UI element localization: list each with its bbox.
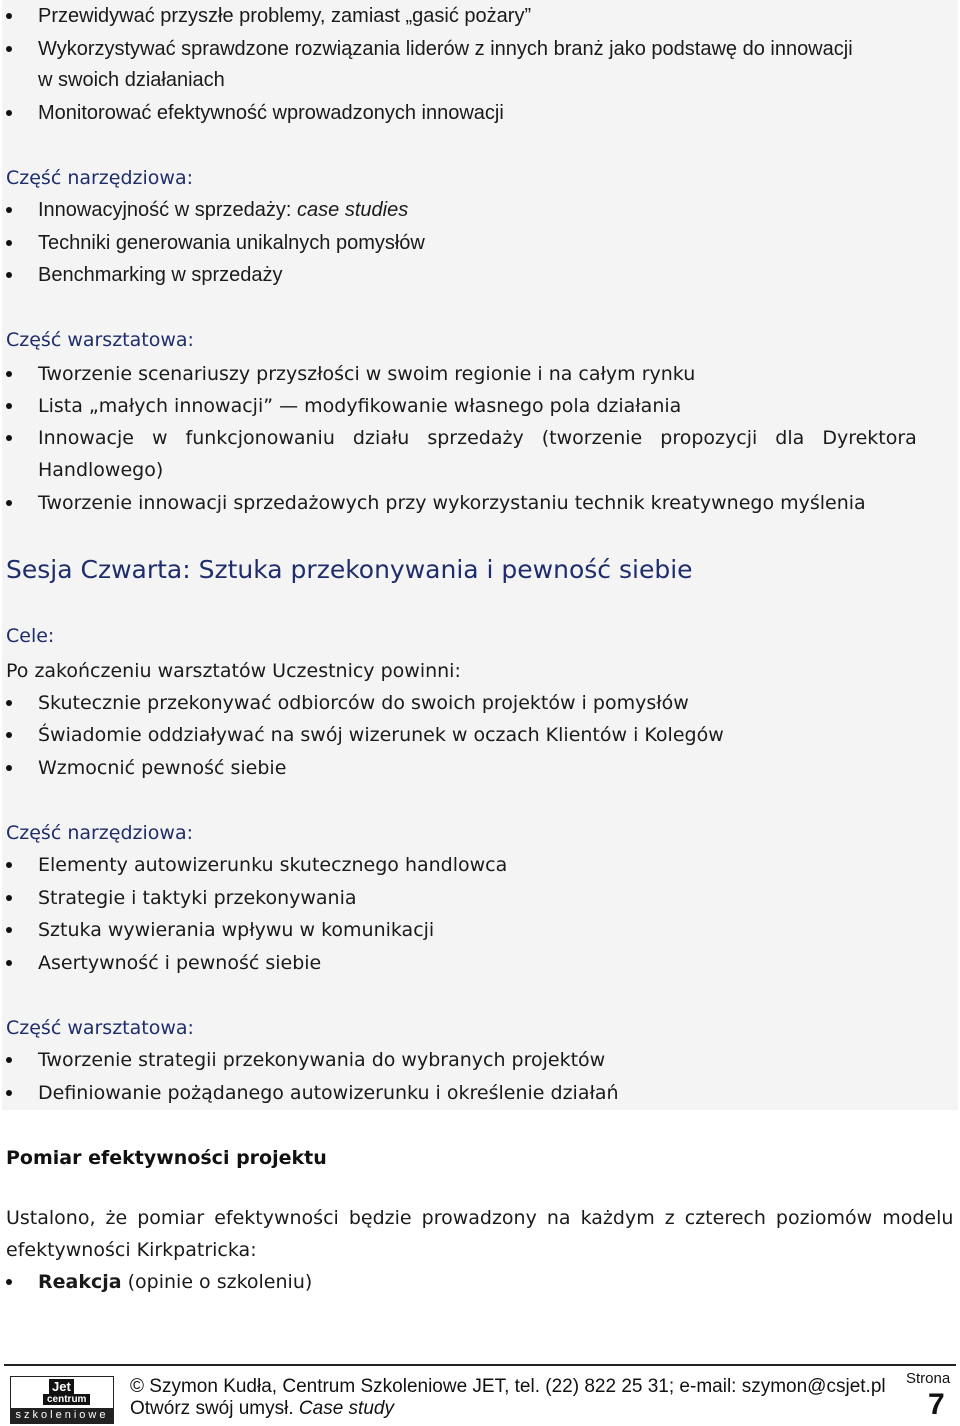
list-item-text: Strategie i taktyki przekonywania — [38, 887, 357, 909]
list-item-text: Elementy autowizerunku skutecznego handlowca — [38, 854, 508, 876]
list-item — [6, 362, 695, 386]
list-item-continuation — [6, 458, 163, 482]
list-item — [6, 37, 853, 61]
bullet-icon — [6, 700, 12, 706]
list-item — [6, 951, 321, 975]
list-item-text: Asertywność i pewność siebie — [38, 952, 322, 974]
bullet-icon — [6, 927, 12, 933]
bullet-icon — [6, 13, 12, 19]
list-item — [6, 886, 357, 910]
footer-divider — [4, 1364, 956, 1366]
bullet-icon — [6, 240, 12, 246]
page-label: Strona — [906, 1370, 951, 1387]
footer-copyright: © Szymon Kudła, Centrum Szkoleniowe JET, tel. (22) 822 25 31; e-mail: szymon@csjet.pl — [130, 1376, 886, 1397]
bold-text: Reakcja — [38, 1271, 122, 1293]
list-item-text: Wzmocnić pewność siebie — [38, 757, 287, 779]
list-item-text: Monitorować efektywność wprowadzonych innowacji — [38, 102, 504, 124]
list-item-continuation — [6, 68, 225, 92]
bullet-icon — [6, 895, 12, 901]
list-item-text: Techniki generowania unikalnych pomysłów — [38, 232, 425, 254]
section-heading: Część warsztatowa: — [6, 329, 194, 351]
list-item — [6, 394, 681, 418]
section-heading: Cele: — [6, 625, 55, 647]
list-item — [6, 723, 724, 747]
list-item-text: (opinie o szkoleniu) — [121, 1271, 313, 1293]
list-item-text: Przewidywać przyszłe problemy, zamiast „gasić pożary” — [38, 5, 532, 27]
paragraph-text: Ustalono, że pomiar efektywności będzie prowadzony na każdym z czterech poziomów modelu — [6, 1207, 954, 1229]
bullet-icon — [6, 371, 12, 377]
logo-szkoleniowe-text: szkoleniowe — [11, 1408, 113, 1423]
bullet-icon — [6, 207, 12, 213]
list-item-text: Tworzenie strategii przekonywania do wybranych projektów — [38, 1049, 606, 1071]
bullet-icon — [6, 1090, 12, 1096]
list-item — [6, 263, 283, 287]
list-item — [6, 198, 408, 222]
bullet-icon — [6, 272, 12, 278]
list-item — [6, 691, 689, 715]
section-heading: Pomiar efektywności projektu — [6, 1147, 327, 1169]
list-item — [6, 4, 531, 28]
list-item-text: Sztuka wywierania wpływu w komunikacji — [38, 919, 435, 941]
bullet-icon — [6, 960, 12, 966]
bullet-icon — [6, 862, 12, 868]
intro-text: Po zakończeniu warsztatów Uczestnicy powinni: — [6, 660, 461, 682]
list-item-text: Świadomie oddziaływać na swój wizerunek w oczach Klientów i Kolegów — [38, 724, 724, 746]
list-item — [6, 1081, 619, 1105]
bullet-icon — [6, 46, 12, 52]
list-item-text: Tworzenie scenariuszy przyszłości w swoim regionie i na całym rynku — [38, 363, 696, 385]
page-number: 7 — [928, 1388, 945, 1421]
session-title: Sesja Czwarta: Sztuka przekonywania i pewność siebie — [6, 555, 693, 584]
list-item — [6, 101, 504, 125]
bullet-icon — [6, 403, 12, 409]
list-item-text: Handlowego) — [38, 459, 164, 481]
bullet-icon — [6, 1279, 12, 1285]
list-item — [6, 426, 956, 450]
bullet-icon — [6, 435, 12, 441]
section-heading: Część narzędziowa: — [6, 822, 193, 844]
list-item-text: Tworzenie innowacji sprzedażowych przy wykorzystaniu technik kreatywnego myślenia — [38, 492, 866, 514]
justified-line — [38, 426, 956, 450]
logo-jet-text: Jet — [49, 1379, 74, 1394]
footer-tagline — [130, 1398, 394, 1420]
list-item-text: Innowacje w funkcjonowaniu działu sprzedaży (tworzenie propozycji dla Dyrektora — [38, 427, 917, 449]
logo-centrum-text: centrum — [43, 1394, 90, 1405]
tagline-text: Otwórz swój umysł. — [130, 1398, 299, 1419]
tagline-italic: Case study — [298, 1398, 394, 1419]
bullet-icon — [6, 732, 12, 738]
list-item — [6, 231, 425, 255]
company-logo — [10, 1376, 114, 1424]
list-item — [6, 1048, 605, 1072]
list-item-text: Skutecznie przekonywać odbiorców do swoich projektów i pomysłów — [38, 692, 689, 714]
list-item-text: Definiowanie pożądanego autowizerunku i określenie działań — [38, 1082, 619, 1104]
bullet-icon — [6, 1057, 12, 1063]
bullet-icon — [6, 110, 12, 116]
list-item — [6, 491, 866, 515]
paragraph-line — [6, 1206, 956, 1230]
bullet-icon — [6, 500, 12, 506]
paragraph-line: efektywności Kirkpatricka: — [6, 1239, 257, 1261]
list-item-text: Innowacyjność w sprzedaży: — [38, 199, 298, 221]
list-item — [6, 918, 434, 942]
logo-mark — [11, 1377, 113, 1407]
list-item — [6, 756, 286, 780]
bullet-icon — [6, 765, 12, 771]
list-item-text: w swoich działaniach — [38, 69, 225, 91]
italic-text: case studies — [297, 199, 409, 221]
list-item — [6, 853, 507, 877]
list-item-text: Wykorzystywać sprawdzone rozwiązania liderów z innych branż jako podstawę do innowacji — [38, 38, 853, 60]
section-heading: Część narzędziowa: — [6, 167, 193, 189]
list-item — [6, 1270, 312, 1294]
section-heading: Część warsztatowa: — [6, 1017, 194, 1039]
list-item-text: Benchmarking w sprzedaży — [38, 264, 283, 286]
list-item-text: Lista „małych innowacji” — modyfikowanie własnego pola działania — [38, 395, 682, 417]
